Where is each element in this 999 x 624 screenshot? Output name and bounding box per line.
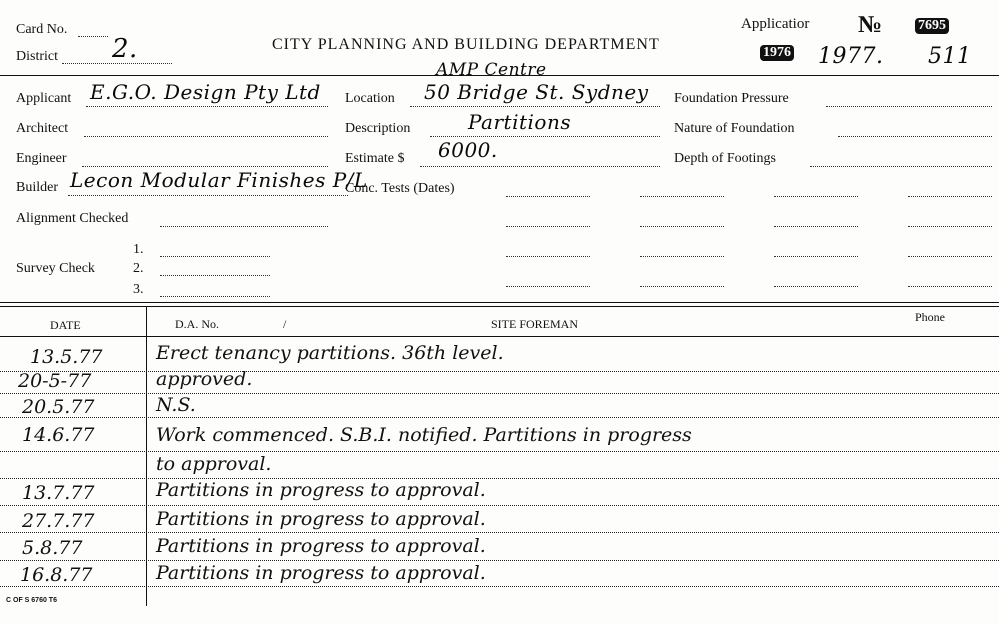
location-line1: AMP Centre bbox=[436, 60, 547, 80]
phone-header: Phone bbox=[915, 310, 945, 324]
survey-line-2 bbox=[160, 275, 270, 276]
log-date: 14.6.77 bbox=[22, 424, 95, 446]
builder-line bbox=[68, 195, 348, 196]
depth-footings-line bbox=[810, 166, 992, 167]
log-row-line bbox=[0, 532, 999, 533]
log-row-line bbox=[0, 393, 999, 394]
nature-foundation-label: Nature of Foundation bbox=[674, 121, 795, 136]
nature-foundation-line bbox=[838, 136, 992, 137]
depth-footings-label: Depth of Footings bbox=[674, 151, 776, 166]
application-label: Applicatior bbox=[741, 16, 810, 32]
log-row-line bbox=[0, 505, 999, 506]
description-line bbox=[430, 136, 660, 137]
conc-test-slot bbox=[640, 256, 724, 257]
da-slash: / bbox=[283, 317, 287, 331]
applicant-value: E.G.O. Design Pty Ltd bbox=[90, 80, 321, 104]
department-title: CITY PLANNING AND BUILDING DEPARTMENT bbox=[272, 36, 660, 53]
log-entry: Erect tenancy partitions. 36th level. bbox=[156, 342, 504, 364]
conc-test-slot bbox=[774, 226, 858, 227]
site-foreman-header: SITE FOREMAN bbox=[491, 317, 579, 331]
conc-test-slot bbox=[908, 196, 992, 197]
applicant-label: Applicant bbox=[16, 91, 72, 106]
engineer-line bbox=[82, 166, 328, 167]
log-row-line bbox=[0, 478, 999, 479]
location-label: Location bbox=[345, 91, 395, 106]
log-date: 13.7.77 bbox=[22, 482, 95, 504]
da-header: D.A. No. bbox=[175, 317, 219, 331]
conc-tests-label: Conc. Tests (Dates) bbox=[345, 181, 455, 196]
log-entry: Partitions in progress to approval. bbox=[156, 535, 486, 557]
description-label: Description bbox=[345, 121, 411, 136]
log-entry: Partitions in progress to approval. bbox=[156, 562, 486, 584]
foundation-pressure-line bbox=[826, 106, 992, 107]
card-no-line bbox=[78, 36, 108, 37]
conc-test-slot bbox=[640, 226, 724, 227]
log-entry: Partitions in progress to approval. bbox=[156, 508, 486, 530]
log-row-line bbox=[0, 451, 999, 452]
architect-label: Architect bbox=[16, 121, 69, 136]
survey-item-3: 3. bbox=[133, 282, 144, 297]
log-header-divider bbox=[0, 336, 999, 337]
architect-line bbox=[84, 136, 328, 137]
log-entry: Work commenced. S.B.I. notified. Partitions in progress bbox=[156, 424, 692, 446]
alignment-line bbox=[160, 226, 328, 227]
location-line bbox=[410, 106, 660, 107]
print-code: C OF S 6760 T6 bbox=[6, 597, 57, 604]
district-label: District bbox=[16, 49, 58, 64]
conc-test-slot bbox=[506, 196, 590, 197]
number-sign: № bbox=[858, 12, 883, 38]
conc-test-slot bbox=[506, 256, 590, 257]
log-date: 20-5-77 bbox=[18, 370, 92, 392]
survey-line-3 bbox=[160, 296, 270, 297]
log-top-border bbox=[0, 302, 999, 303]
builder-value: Lecon Modular Finishes P/L bbox=[70, 168, 368, 192]
conc-test-slot bbox=[640, 286, 724, 287]
builder-label: Builder bbox=[16, 180, 58, 195]
application-number-stamp: 7695 bbox=[915, 18, 949, 34]
log-row-line bbox=[0, 586, 999, 587]
number-handwritten: 511 bbox=[928, 44, 972, 69]
engineer-label: Engineer bbox=[16, 151, 67, 166]
year-stamp: 1976 bbox=[760, 45, 794, 61]
location-line2: 50 Bridge St. Sydney bbox=[424, 80, 649, 104]
log-date: 13.5.77 bbox=[30, 346, 103, 368]
log-row-line bbox=[0, 560, 999, 561]
log-date: 5.8.77 bbox=[22, 537, 83, 559]
date-header: DATE bbox=[50, 318, 81, 332]
conc-test-slot bbox=[774, 286, 858, 287]
estimate-line bbox=[420, 166, 660, 167]
log-date: 20.5.77 bbox=[22, 396, 95, 418]
alignment-label: Alignment Checked bbox=[16, 211, 129, 226]
log-entry: approved. bbox=[156, 368, 253, 390]
log-entry: N.S. bbox=[156, 394, 196, 416]
year-handwritten: 1977. bbox=[818, 44, 884, 69]
log-entry: Partitions in progress to approval. bbox=[156, 479, 486, 501]
conc-test-slot bbox=[640, 196, 724, 197]
district-value: 2. bbox=[112, 34, 138, 64]
conc-test-slot bbox=[908, 286, 992, 287]
conc-test-slot bbox=[506, 226, 590, 227]
conc-test-slot bbox=[774, 196, 858, 197]
estimate-label: Estimate $ bbox=[345, 151, 405, 166]
conc-test-slot bbox=[908, 256, 992, 257]
date-column-divider bbox=[146, 306, 147, 606]
survey-label: Survey Check bbox=[16, 261, 95, 276]
log-top-border-2 bbox=[0, 306, 999, 307]
conc-test-slot bbox=[908, 226, 992, 227]
log-date: 27.7.77 bbox=[22, 510, 95, 532]
log-row-line bbox=[0, 371, 999, 372]
survey-line-1 bbox=[160, 256, 270, 257]
foundation-pressure-label: Foundation Pressure bbox=[674, 91, 789, 106]
log-entry: to approval. bbox=[156, 453, 272, 475]
conc-test-slot bbox=[774, 256, 858, 257]
survey-item-1: 1. bbox=[133, 242, 144, 257]
log-row-line bbox=[0, 417, 999, 418]
estimate-value: 6000. bbox=[438, 138, 498, 162]
description-value: Partitions bbox=[468, 110, 572, 134]
log-date: 16.8.77 bbox=[20, 564, 93, 586]
conc-test-slot bbox=[506, 286, 590, 287]
card-no-label: Card No. bbox=[16, 22, 68, 37]
survey-item-2: 2. bbox=[133, 261, 144, 276]
applicant-line bbox=[86, 106, 328, 107]
